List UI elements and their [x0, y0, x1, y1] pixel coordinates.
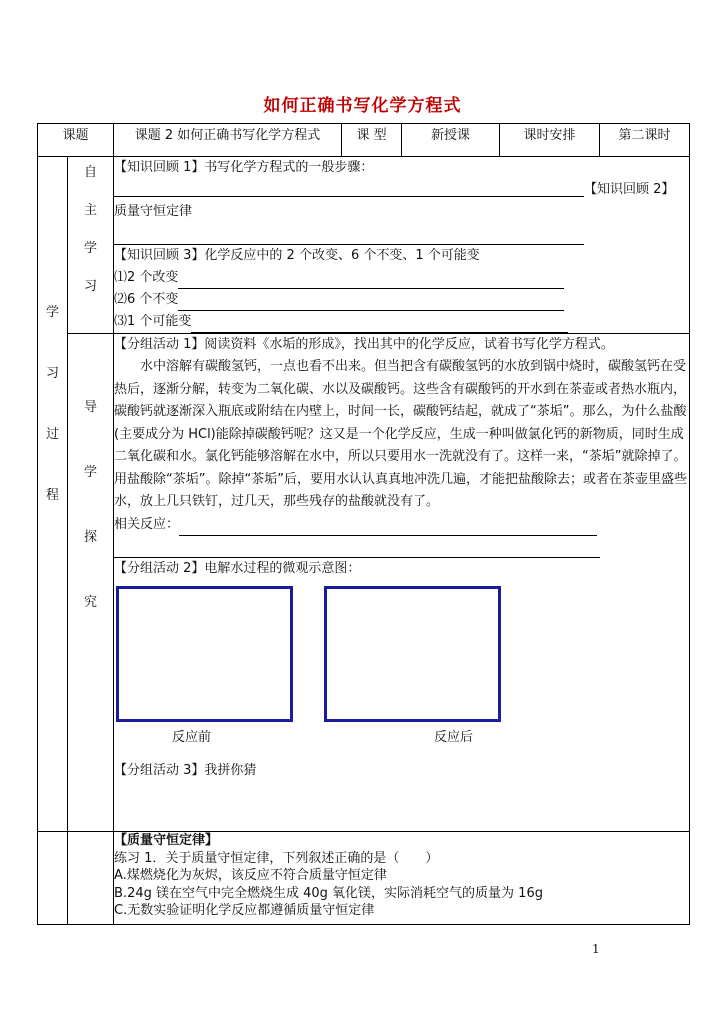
side-char-3: 过: [45, 427, 59, 442]
recall-3c: ⑶1 个可能变: [114, 314, 192, 329]
recall-2: 【知识回顾 2】: [584, 182, 675, 197]
page-title: 如何正确书写化学方程式: [263, 96, 462, 116]
answer-line-5[interactable]: [191, 318, 568, 333]
guide-content: [114, 334, 690, 832]
recall-3: 【知识回顾 3】化学反应中的 2 个改变、6 个不变、1 个可能变: [114, 248, 480, 263]
recall-1: 【知识回顾 1】书写化学方程式的一般步骤：: [114, 160, 374, 175]
practice-blank-2: [68, 832, 114, 925]
practice-content: [114, 832, 690, 925]
answer-line-4[interactable]: [178, 296, 564, 311]
guide-row: [38, 334, 690, 832]
guide-char-3: 探: [84, 530, 98, 545]
lesson-table: [37, 123, 690, 925]
guide-char-1: 导: [84, 400, 98, 415]
header-schedule-label: 课时安排: [500, 124, 600, 157]
option-c[interactable]: C.无数实验证明化学反应都遵循质量守恒定律: [114, 903, 375, 918]
self-char-3: 学: [84, 241, 98, 256]
option-a[interactable]: A.煤燃烧化为灰烬，该反应不符合质量守恒定律: [114, 868, 387, 883]
after-box[interactable]: [324, 586, 501, 722]
learning-process-label: [38, 157, 68, 832]
side-char-4: 程: [45, 488, 59, 503]
header-type-label: 课 型: [342, 124, 402, 157]
self-study-row: [38, 157, 690, 334]
before-box[interactable]: [116, 586, 293, 722]
self-char-2: 主: [84, 203, 98, 218]
recall-3b: ⑵6 个不变: [114, 292, 179, 307]
activity-3: 【分组活动 3】我拼你猜: [114, 762, 257, 778]
answer-line-6[interactable]: [179, 521, 597, 536]
practice-blank-1: [38, 832, 68, 925]
self-char-1: 自: [84, 165, 98, 180]
answer-line-1[interactable]: [114, 179, 584, 197]
header-schedule: 第二课时: [600, 124, 690, 157]
guide-char-2: 学: [84, 465, 98, 480]
diagram-area: [114, 586, 689, 745]
answer-line-2[interactable]: [114, 234, 584, 245]
recall-2-text: 质量守恒定律: [114, 204, 193, 219]
side-char-2: 习: [45, 366, 59, 381]
option-b[interactable]: B.24g 镁在空气中完全燃烧生成 40g 氧化镁，实际消耗空气的质量为 16g: [114, 885, 543, 901]
practice-row: [38, 832, 690, 925]
conservation-heading: 【质量守恒定律】: [114, 833, 219, 848]
self-study-label: [68, 157, 114, 334]
related-label: 相关反应：: [114, 516, 180, 532]
guide-label: [68, 334, 114, 832]
activity-1: 【分组活动 1】阅读资料《水垢的形成》，找出其中的化学反应，试着书写化学方程式。: [114, 337, 614, 352]
recall-3a: ⑴2 个改变: [114, 270, 179, 285]
header-type: 新授课: [402, 124, 500, 157]
recall-2-line: [114, 179, 689, 201]
activity-2: 【分组活动 2】电解水过程的微观示意图：: [114, 560, 361, 576]
page-number: 1: [592, 942, 600, 956]
self-char-4: 习: [84, 279, 98, 294]
after-caption: 反应后: [434, 729, 474, 745]
reading-passage: 水中溶解有碳酸氢钙，一点也看不出来。但当把含有碳酸氢钙的水放到锅中烧时，碳酸氢钙在受热后，逐渐分解，转变为二氧化碳、水以及碳酸钙。这些含有碳酸钙的开水到在茶壶或者热水瓶内，碳酸钙就逐渐深入瓶底或附结在内壁上，时间一长，碳酸钙结起，就成了“茶垢”。那么，为什么盐酸(主要成分为 HCl)能除掉碳酸钙呢？这又是一个化学反应，生成一种叫做氯化钙的新物质，同时生成二氧化碳和水。氯化钙能够溶解在水中，所以只要用水一洗就没有了。这样一来，“茶垢”就除掉了。用盐酸除“茶垢”。除掉“茶垢”后，要用水认认真真地冲洗几遍，才能把盐酸除去；或者在茶壶里盛些水，放上几只铁钉，过几天，那些残存的盐酸就没有了。: [114, 359, 687, 509]
before-caption: 反应前: [172, 729, 212, 745]
header-topic-label: 课题: [38, 124, 114, 157]
guide-char-4: 究: [84, 595, 98, 610]
header-topic: 课题 2 如何正确书写化学方程式: [114, 124, 342, 157]
side-char-1: 学: [45, 305, 59, 320]
self-study-content: [114, 157, 690, 334]
header-row: [38, 124, 690, 157]
answer-line-7[interactable]: [114, 547, 600, 558]
exercise-1: 练习 1．关于质量守恒定律，下列叙述正确的是（ ）: [114, 850, 439, 866]
answer-line-3[interactable]: [178, 274, 564, 289]
